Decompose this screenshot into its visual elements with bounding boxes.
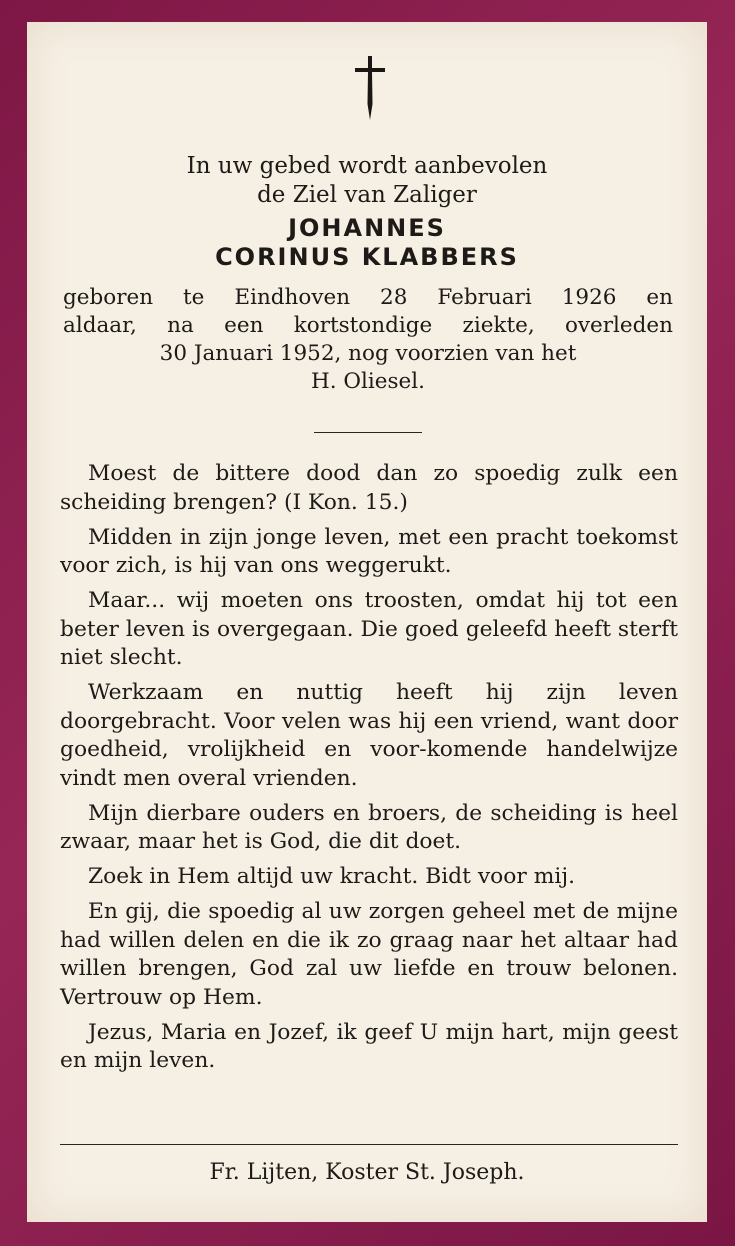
verse-paragraph: Werkzaam en nuttig heeft hij zijn leven doorgebracht. Voor velen was hij een vriend, want door goedheid, vrolijkheid en voor-komende handelwijze vindt men overal vrienden. (60, 680, 678, 791)
verse-paragraph: En gij, die spoedig al uw zorgen geheel met de mijne had willen delen en die ik zo graag naar het altaar had willen brengen, God zal uw liefde en trouw belonen. Vertrouw op Hem. (60, 899, 678, 1010)
verse-paragraph: Zoek in Hem altijd uw kracht. Bidt voor mij. (88, 864, 576, 889)
details-line: aldaar, na een kortstondige ziekte, overleden (63, 313, 673, 338)
intro-text (57, 152, 677, 210)
verse-paragraph: Midden in zijn jonge leven, met een pracht toekomst voor zich, is hij van ons weggerukt. (60, 524, 678, 578)
details-line: 30 Januari 1952, nog voorzien van het (159, 341, 577, 366)
verse-paragraph: Moest de bittere dood dan zo spoedig zulk een scheiding brengen? (I Kon. 15.) (60, 461, 678, 515)
deceased-name (57, 214, 677, 272)
verse-paragraph: Maar... wij moeten ons troosten, omdat hij tot een beter leven is overgegaan. Die goed geleefd heeft sterft niet slecht. (60, 588, 678, 670)
details-line: geboren te Eindhoven 28 Februari 1926 en (63, 285, 673, 310)
verse-paragraph: Jezus, Maria en Jozef, ik geef U mijn hart, mijn geest en mijn leven. (60, 1019, 678, 1073)
cross-icon (352, 54, 388, 122)
verses (60, 460, 678, 1082)
intro-line: de Ziel van Zaliger (257, 182, 477, 208)
intro-line: In uw gebed wordt aanbevolen (186, 153, 548, 179)
memorial-card (27, 22, 707, 1222)
bottom-divider (60, 1144, 678, 1145)
first-names: JOHANNES (288, 214, 446, 242)
surname-line: CORINUS KLABBERS (215, 243, 519, 271)
details-line: H. Oliesel. (311, 369, 425, 394)
printer-credit: Fr. Lijten, Koster St. Joseph. (209, 1160, 525, 1185)
short-divider (314, 432, 422, 433)
birth-death-details (63, 284, 673, 396)
verse-paragraph: Mijn dierbare ouders en broers, de scheiding is heel zwaar, maar het is God, die dit doet. (60, 800, 678, 854)
